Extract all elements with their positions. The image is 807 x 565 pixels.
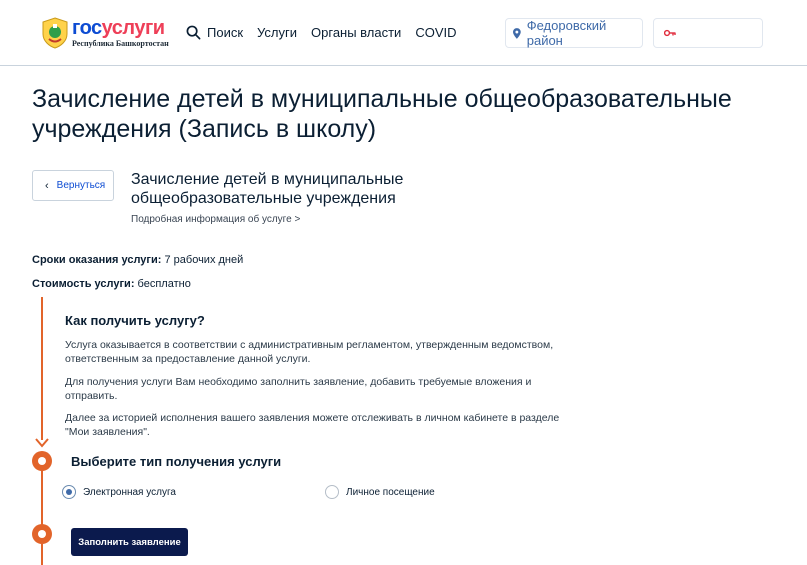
page-title: Зачисление детей в муниципальные общеобразовательные учреждения (Запись в школу) <box>32 85 732 143</box>
search-icon <box>186 25 201 40</box>
timeline-line <box>41 544 43 565</box>
main-nav <box>186 25 457 40</box>
chevron-right-icon: > <box>294 214 301 225</box>
how-paragraph: Услуга оказывается в соответствии с административным регламентом, утвержденным ведомством, ответственным за предоставление данной услуги. <box>65 339 554 365</box>
key-icon <box>664 29 676 37</box>
service-details-link[interactable] <box>131 214 300 225</box>
emblem-icon <box>40 17 70 49</box>
service-details-label: Подробная информация об услуге <box>131 214 292 225</box>
region-selector[interactable] <box>505 18 643 48</box>
logo-title: госуслуги <box>72 17 165 39</box>
how-title: Как получить услугу? <box>65 313 205 328</box>
service-title: Зачисление детей в муниципальные общеобразовательные учреждения <box>131 171 404 207</box>
nav-search-label: Поиск <box>207 25 244 40</box>
timeline-line <box>41 470 43 526</box>
timeline-step-dot <box>32 524 52 544</box>
nav-covid[interactable]: COVID <box>415 25 457 40</box>
nav-search[interactable] <box>186 25 243 40</box>
service-cost-value: бесплатно <box>134 278 191 290</box>
radio-checked-icon <box>62 485 76 499</box>
service-cost-label: Стоимость услуги: <box>32 278 135 290</box>
timeline-step-dot <box>32 451 52 471</box>
back-button[interactable] <box>32 170 114 201</box>
timeline-line <box>41 297 43 440</box>
login-button[interactable] <box>653 18 763 48</box>
location-pin-icon <box>513 28 521 39</box>
header <box>0 0 807 66</box>
how-paragraph: Далее за историей исполнения вашего заявления можете отслеживать в личном кабинете в разделе "Мои заявления". <box>65 412 560 438</box>
radio-personal[interactable] <box>325 485 435 499</box>
how-paragraph: Для получения услуги Вам необходимо заполнить заявление, добавить требуемые вложения и отправить. <box>65 376 532 402</box>
service-cost <box>32 278 191 290</box>
fill-application-button[interactable]: Заполнить заявление <box>71 528 188 556</box>
receipt-type-title: Выберите тип получения услуги <box>71 454 282 469</box>
logo[interactable] <box>40 17 180 51</box>
service-terms-label: Сроки оказания услуги: <box>32 254 162 266</box>
back-label: Вернуться <box>56 180 106 191</box>
chevron-left-icon: ‹ <box>45 179 49 192</box>
radio-personal-label: Личное посещение <box>346 486 435 498</box>
radio-electronic-label: Электронная услуга <box>83 486 176 498</box>
arrow-down-icon <box>35 436 49 448</box>
service-terms-value: 7 рабочих дней <box>161 254 244 266</box>
region-label: Федоровский район <box>526 18 607 48</box>
nav-authorities[interactable]: Органы власти <box>311 25 402 40</box>
radio-unchecked-icon <box>325 485 339 499</box>
radio-electronic[interactable] <box>62 485 176 499</box>
service-terms <box>32 254 243 266</box>
logo-subtitle: Республика Башкортостан <box>72 39 169 48</box>
nav-services[interactable]: Услуги <box>257 25 298 40</box>
